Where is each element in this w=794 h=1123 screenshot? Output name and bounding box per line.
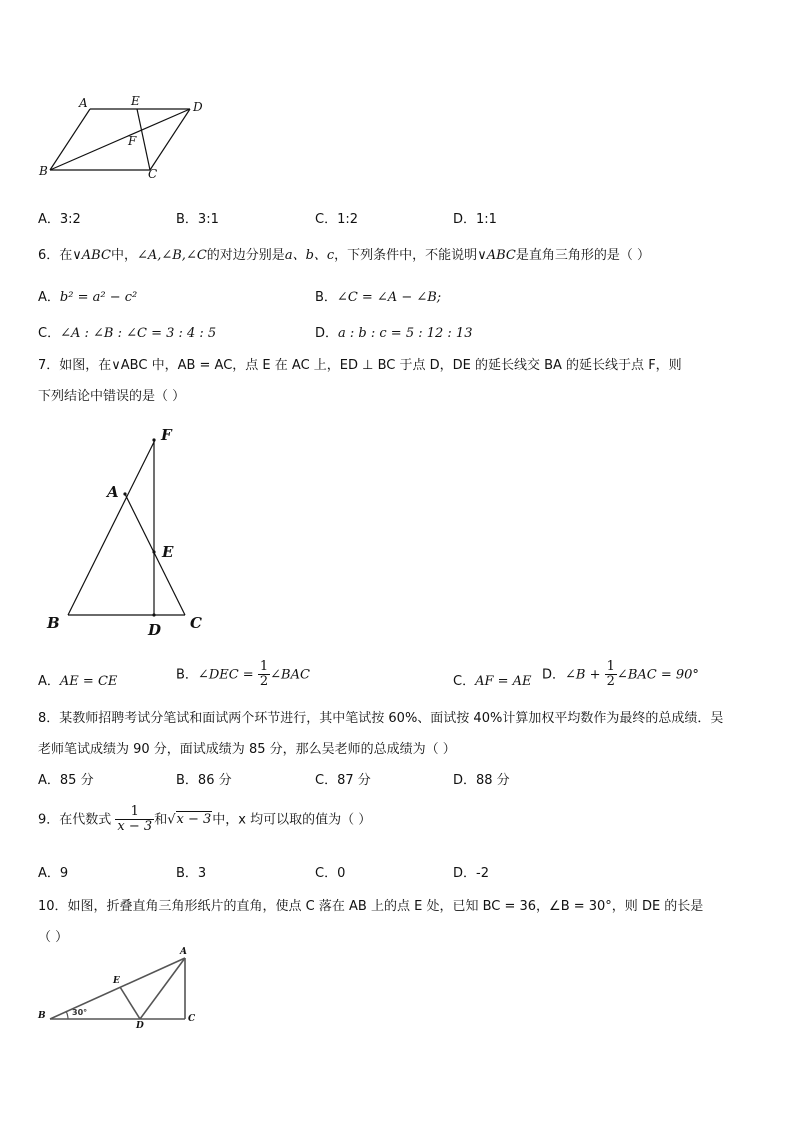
q8-option-a[interactable]: A．85 分 — [38, 773, 94, 788]
q7-option-b-pre: ∠DEC = — [197, 667, 254, 683]
q7-stem-line2: 下列结论中错误的是（ ） — [38, 389, 186, 404]
q6-angles: ∠A,∠B,∠C — [136, 248, 207, 263]
label-c: C — [188, 1014, 196, 1024]
sqrt-symbol: √ — [167, 812, 176, 828]
sqrt-radicand: x − 3 — [176, 812, 212, 828]
label-e: E — [131, 94, 140, 108]
q5-option-b[interactable]: B．3:1 — [176, 212, 219, 227]
q7-option-b-label: B． — [176, 667, 198, 683]
label-d: D — [136, 1021, 144, 1031]
q5-option-c[interactable]: C．1:2 — [315, 212, 358, 227]
label-c: C — [148, 167, 158, 181]
q7-option-a-label: A． — [38, 674, 60, 689]
q9-stem-pre: 9．在代数式 — [38, 812, 112, 828]
label-c: C — [190, 614, 202, 632]
q7-option-b-post: ∠BAC — [270, 667, 310, 683]
fraction-denominator: 2 — [606, 674, 615, 690]
fraction-denominator: x − 3 — [117, 819, 153, 835]
q8-stem-line1: 8．某教师招聘考试分笔试和面试两个环节进行，其中笔试按 60%、面试按 40%计算加权平均数作为最终的总成绩．吴 — [38, 711, 724, 726]
q10-stem-line1: 10．如图，折叠直角三角形纸片的直角，使点 C 落在 AB 上的点 E 处，已知 BC = 36，∠B = 30°，则 DE 的长是 — [38, 899, 704, 914]
q6-sides: a、b、c — [284, 248, 335, 263]
q6-option-c-label: C． — [38, 326, 61, 341]
q7-option-d-pre: ∠B + — [565, 667, 601, 683]
q6-option-b-text: ∠C = ∠A − ∠B; — [336, 290, 442, 305]
q9-option-c[interactable]: C．0 — [315, 866, 346, 881]
label-f: F — [161, 426, 172, 444]
fraction-numerator: 1 — [115, 805, 154, 820]
label-a: A — [180, 947, 187, 957]
q6-stem-post: 是直角三角形的是（ ） — [515, 248, 650, 263]
q6-option-a-text: b² = a² − c² — [59, 290, 138, 305]
q9-option-d[interactable]: D．-2 — [453, 866, 489, 881]
label-d: D — [148, 621, 162, 639]
label-angle-30: 30° — [72, 1008, 88, 1017]
q7-option-c-label: C． — [453, 674, 476, 689]
q6-stem-mid2: 的对边分别是 — [206, 248, 285, 263]
q6-stem-pre: 6．在 — [38, 248, 73, 263]
q7-option-c-text: AF = AE — [475, 674, 532, 689]
q6-option-d-label: D． — [315, 326, 339, 341]
q10-stem-line2: （ ） — [38, 930, 69, 945]
q5-option-a[interactable]: A．3:2 — [38, 212, 81, 227]
label-b: B — [38, 1011, 46, 1021]
fraction-numerator: 1 — [259, 659, 269, 674]
fraction-numerator: 1 — [606, 659, 615, 674]
q9-stem-post: 中，x 均可以取的值为（ ） — [212, 812, 372, 828]
q8-option-c[interactable]: C．87 分 — [315, 773, 371, 788]
q7-option-a-text: AE = CE — [59, 674, 118, 689]
label-a: A — [107, 483, 119, 501]
fraction-denominator: 2 — [259, 674, 269, 690]
q8-stem-line2: 老师笔试成绩为 90 分，面试成绩为 85 分，那么吴老师的总成绩为（ ） — [38, 742, 456, 757]
q6-option-a-label: A． — [38, 290, 60, 305]
label-e: E — [162, 543, 174, 561]
q9-option-b[interactable]: B．3 — [176, 866, 207, 881]
q8-option-b[interactable]: B．86 分 — [176, 773, 232, 788]
q7-stem-line1: 7．如图，在∨ABC 中，AB = AC，点 E 在 AC 上，ED ⊥ BC 于点 D，DE 的延长线交 BA 的延长线于点 F，则 — [38, 358, 682, 373]
q8-option-d[interactable]: D．88 分 — [453, 773, 510, 788]
label-f: F — [128, 134, 137, 148]
q6-triangle-2: ∨ABC — [477, 248, 516, 263]
q9-stem-and: 和 — [154, 812, 168, 828]
q6-option-b-label: B． — [315, 290, 337, 305]
q6-stem-mid3: ，下列条件中，不能说明 — [334, 248, 478, 263]
q6-triangle: ∨ABC — [72, 248, 111, 263]
q6-stem-mid: 中， — [110, 248, 137, 263]
label-d: D — [193, 100, 203, 114]
q6-option-d-text: a : b : c = 5 : 12 : 13 — [338, 326, 473, 341]
q7-option-d-label: D． — [542, 667, 566, 683]
label-b: B — [39, 164, 48, 178]
q6-option-c-text: ∠A : ∠B : ∠C = 3 : 4 : 5 — [60, 326, 217, 341]
q5-option-d[interactable]: D．1:1 — [453, 212, 497, 227]
label-b: B — [47, 614, 60, 632]
q7-option-d-post: ∠BAC = 90° — [616, 667, 699, 683]
q9-option-a[interactable]: A．9 — [38, 866, 69, 881]
label-a: A — [79, 96, 88, 110]
label-e: E — [113, 976, 120, 986]
